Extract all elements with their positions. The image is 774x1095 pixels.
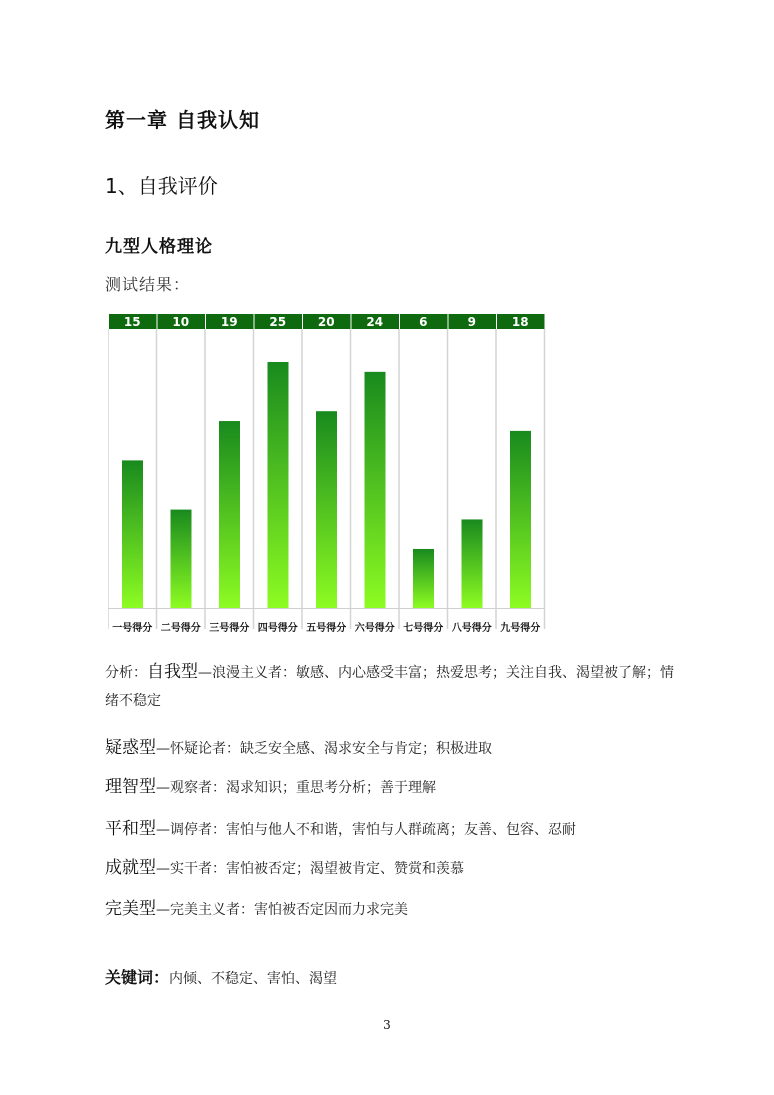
chapter-title: 第一章 自我认知 [105,108,260,132]
x-tick-label: 九号得分 [500,623,541,634]
bar-value-label: 9 [467,315,476,329]
analysis-text: —浪漫主义者：敏感、内心感受丰富；热爱思考；关注自我、渴望被了解；情绪不稳定 [105,665,674,709]
bar-value-label: 20 [317,315,335,329]
bar-value-label: 6 [419,315,428,329]
bar [462,519,483,608]
section-title: 1、自我评价 [105,174,218,198]
x-tick-label: 八号得分 [451,623,492,634]
bar [268,362,289,608]
bar [219,421,240,608]
bar-value-label: 15 [123,315,141,329]
type-text: —实干者：害怕被否定；渴望被肯定、赞赏和羡慕 [156,861,464,877]
type-name: 平和型 [105,819,156,839]
bar [413,549,434,608]
type-name: 成就型 [105,858,156,878]
bar [510,431,531,608]
bar [122,460,143,608]
bar-value-label: 24 [366,315,384,329]
bar [171,510,192,608]
keywords-text: 内倾、不稳定、害怕、渴望 [169,971,338,987]
bar [316,411,337,608]
x-tick-label: 三号得分 [209,623,250,634]
bar-value-label: 19 [220,315,238,329]
type-name: 疑惑型 [105,738,156,758]
x-tick-label: 二号得分 [160,623,201,634]
type-name: 理智型 [105,777,156,797]
subsection-title: 九型人格理论 [105,237,213,257]
bar-value-label: 18 [511,315,529,329]
type-paragraph [105,894,408,919]
type-paragraph [105,814,576,839]
x-tick-label: 六号得分 [354,623,395,634]
type-paragraph [105,733,492,758]
type-paragraph [105,853,464,878]
enneagram-score-chart [108,314,548,644]
analysis-prefix: 分析： [105,665,147,681]
x-tick-label: 七号得分 [403,623,444,634]
type-name: 完美型 [105,899,156,919]
type-paragraph [105,772,436,797]
type-text: —调停者：害怕与他人不和谐，害怕与人群疏离；友善、包容、忍耐 [156,822,576,838]
test-result-label: 测试结果： [105,275,191,294]
bar-value-label: 25 [269,315,287,329]
page-number: 3 [383,1018,391,1032]
x-tick-label: 五号得分 [306,623,347,634]
analysis-paragraph [105,658,675,715]
type-text: —完美主义者：害怕被否定因而力求完美 [156,902,408,918]
x-tick-label: 四号得分 [257,623,298,634]
bar [365,372,386,608]
x-tick-label: 一号得分 [112,623,153,634]
analysis-type-name: 自我型 [147,662,198,682]
type-text: —观察者：渴求知识；重思考分析；善于理解 [156,780,436,796]
bar-value-label: 10 [172,315,190,329]
type-text: —怀疑论者：缺乏安全感、渴求安全与肯定；积极进取 [156,741,492,757]
keywords-label: 关键词： [105,968,170,987]
keywords-line [105,965,337,988]
